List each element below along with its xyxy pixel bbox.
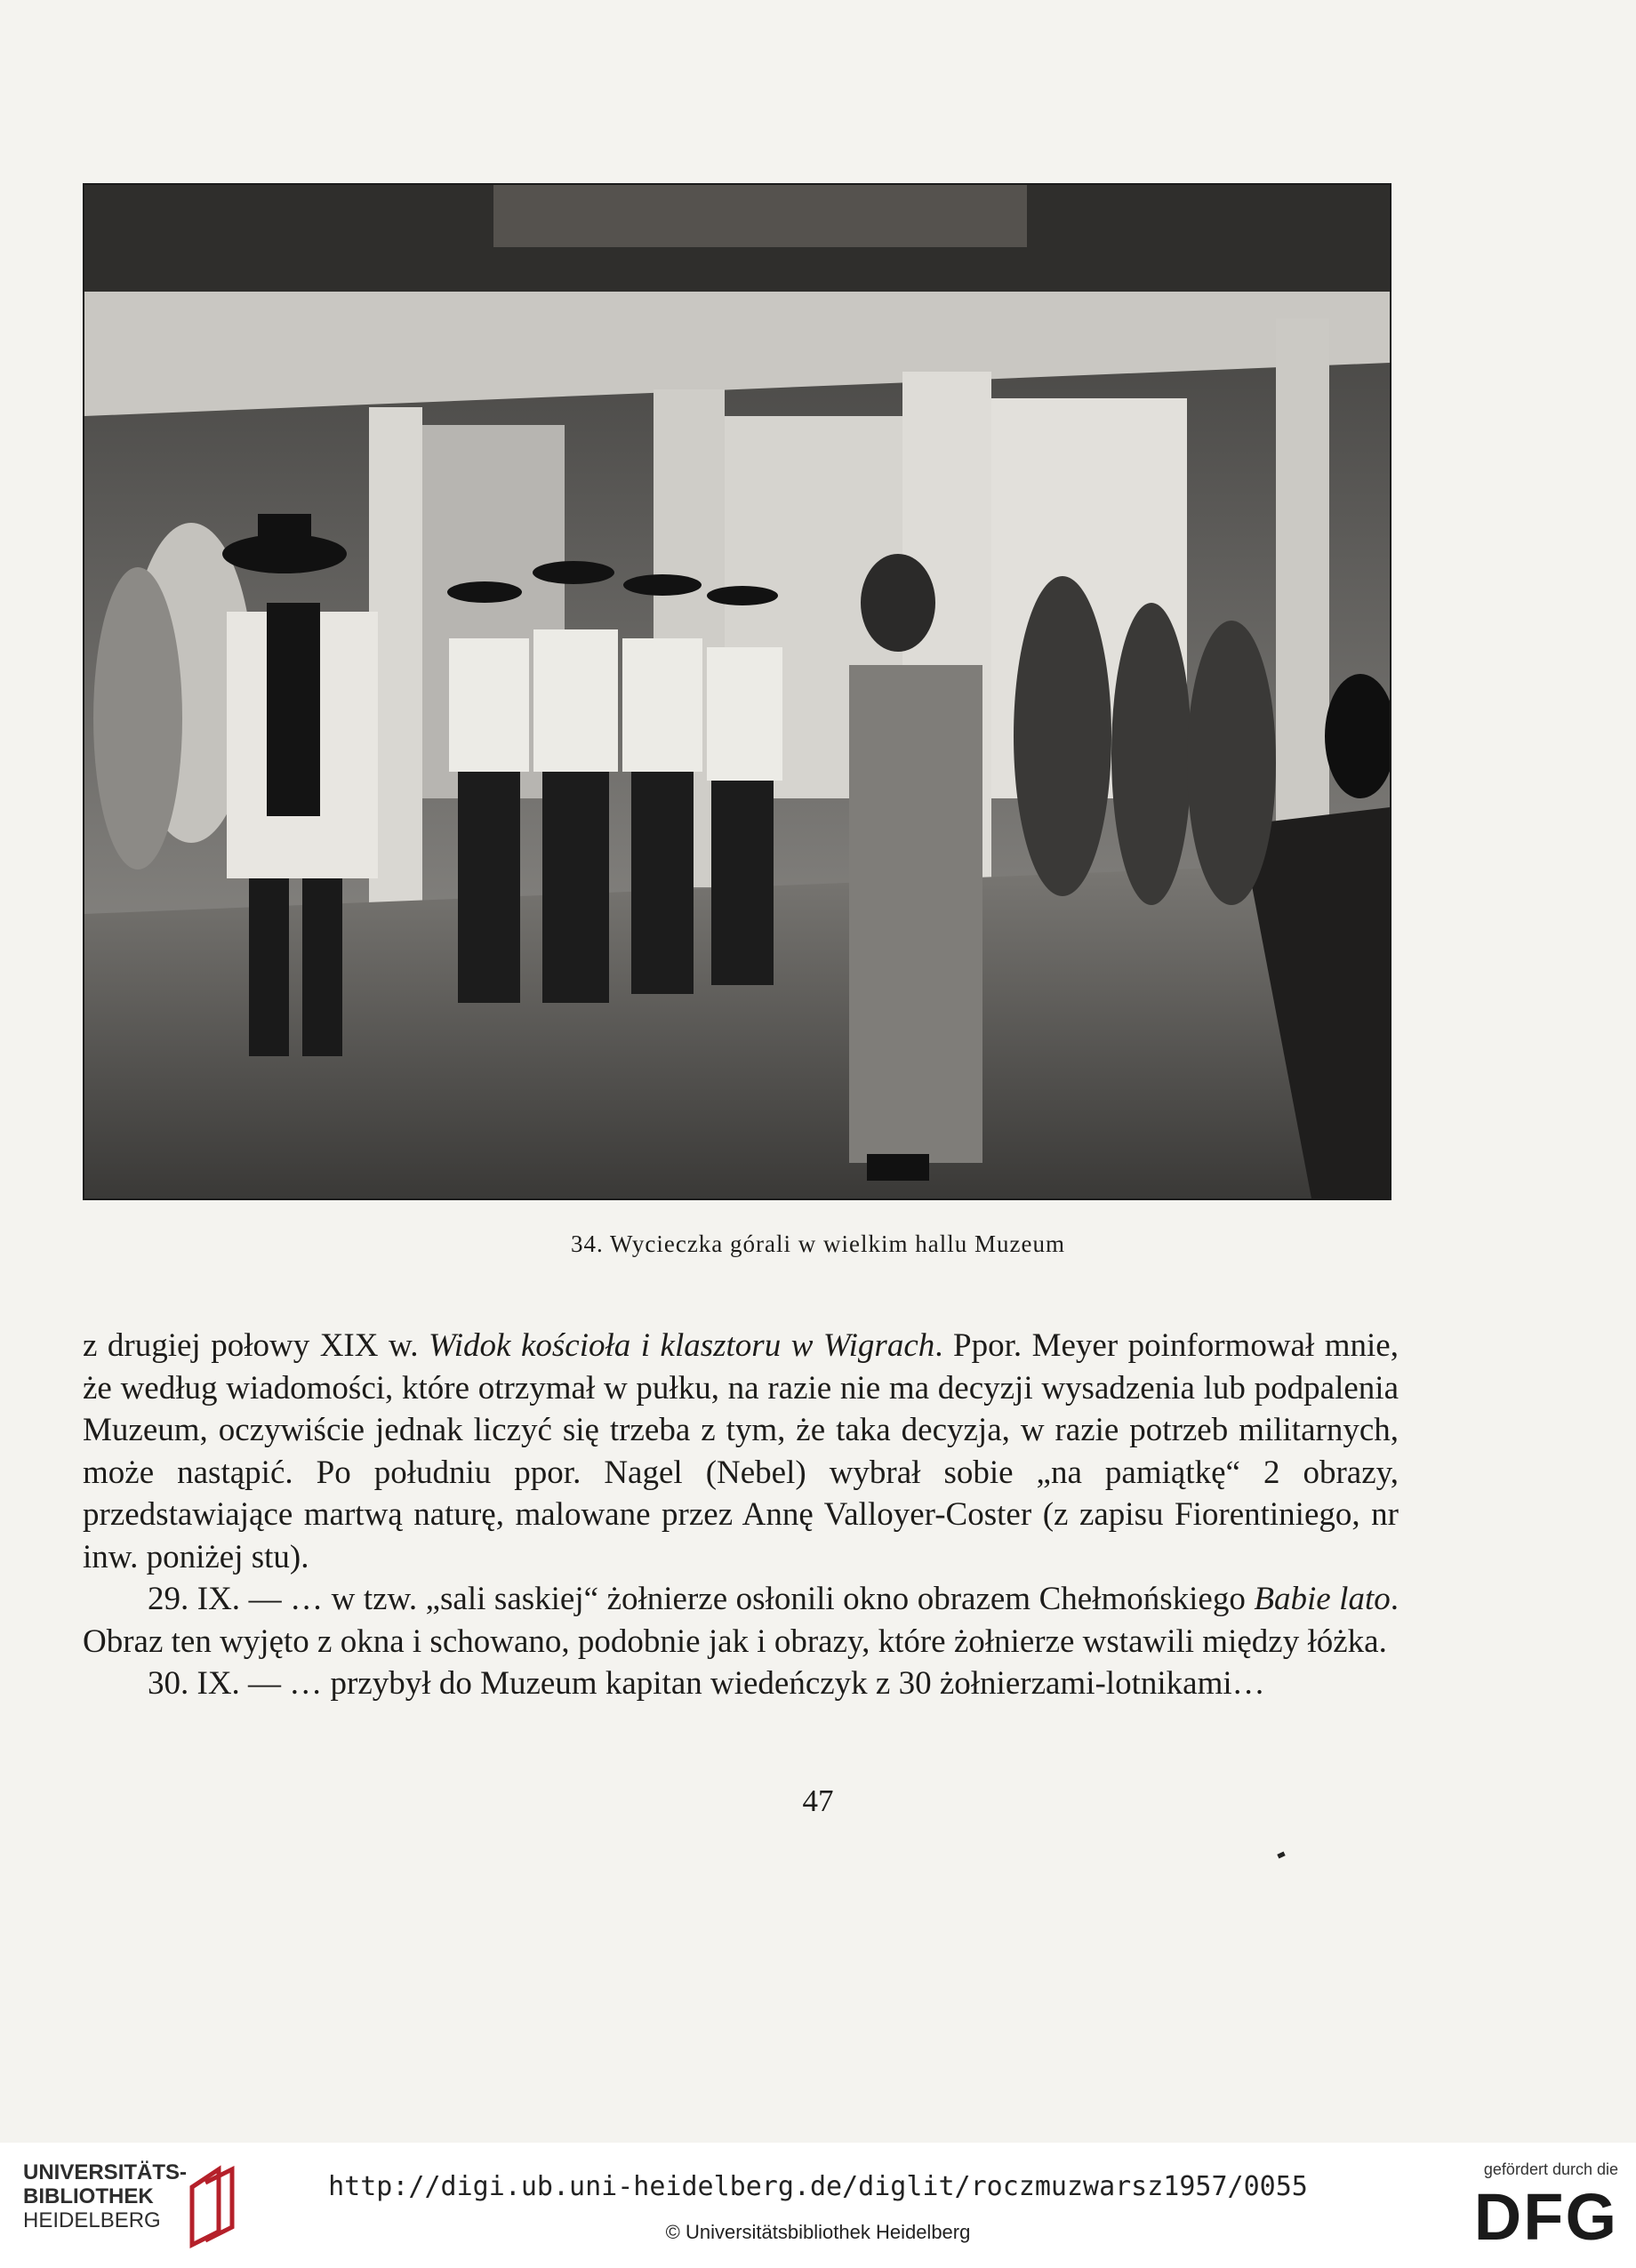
digitization-footer	[0, 2143, 1636, 2268]
text-run: 29. IX. — … w tzw. „sali saskiej“ żołnierze osłonili okno obrazem Chełmońskiego	[148, 1581, 1255, 1617]
figure-caption: 34. Wycieczka górali w wielkim hallu Muzeum	[571, 1230, 1065, 1257]
copyright-notice: © Universitätsbibliothek Heidelberg	[665, 2221, 971, 2243]
funding-note: gefördert durch die	[1483, 2160, 1618, 2178]
text-run: . Obraz ten wyjęto z okna i schowano, podobnie jak i obrazy, które żołnierze wstawili między łóżka.	[83, 1581, 1399, 1660]
museum-hall-photograph	[83, 183, 1391, 1200]
photo-scene	[84, 185, 1390, 1198]
permalink-url[interactable]: http://digi.ub.uni-heidelberg.de/diglit/roczmuzwarsz1957/0055	[328, 2171, 1308, 2202]
text-run: . Ppor. Meyer poinformował mnie, że według wiadomości, które otrzymał w pułku, na razie nie ma decyzji wysadzenia lub podpalenia Muzeum, oczywiście jednak liczyć się trzeba z tym, że taka decyzja, w razie potrzeb militarnych, może nastąpić. Po południu ppor. Nagel (Nebel) wybrał sobie „na pamiątkę“ 2 obrazy, przedstawiające martwą naturę, malowane przez Annę Valloyer-Coster (z zapisu Fiorentiniego, nr inw. poniżej stu).	[83, 1327, 1399, 1575]
library-line-2: BIBLIOTHEK	[23, 2184, 154, 2208]
funder-block	[1440, 2160, 1618, 2254]
paragraph-2	[83, 1578, 1399, 1663]
paragraph-3	[83, 1663, 1399, 1705]
body-text	[83, 1325, 1399, 1705]
text-run: 30. IX. — … przybył do Muzeum kapitan wiedeńczyk z 30 żołnierzami-lotnikami…	[148, 1665, 1265, 1702]
text-run: z drugiej połowy XIX w.	[83, 1327, 429, 1364]
library-line-1: UNIVERSITÄTS-	[23, 2160, 188, 2184]
dfg-logo[interactable]: DFG	[1473, 2180, 1618, 2254]
text-run-italic: Widok kościoła i klasztoru w Wigrach	[429, 1327, 935, 1364]
page-number: 47	[802, 1783, 834, 1818]
text-run-italic: Babie lato	[1254, 1581, 1391, 1617]
library-line-3: HEIDELBERG	[23, 2208, 161, 2232]
paragraph-1	[83, 1325, 1399, 1578]
ink-speck	[1277, 1852, 1285, 1859]
